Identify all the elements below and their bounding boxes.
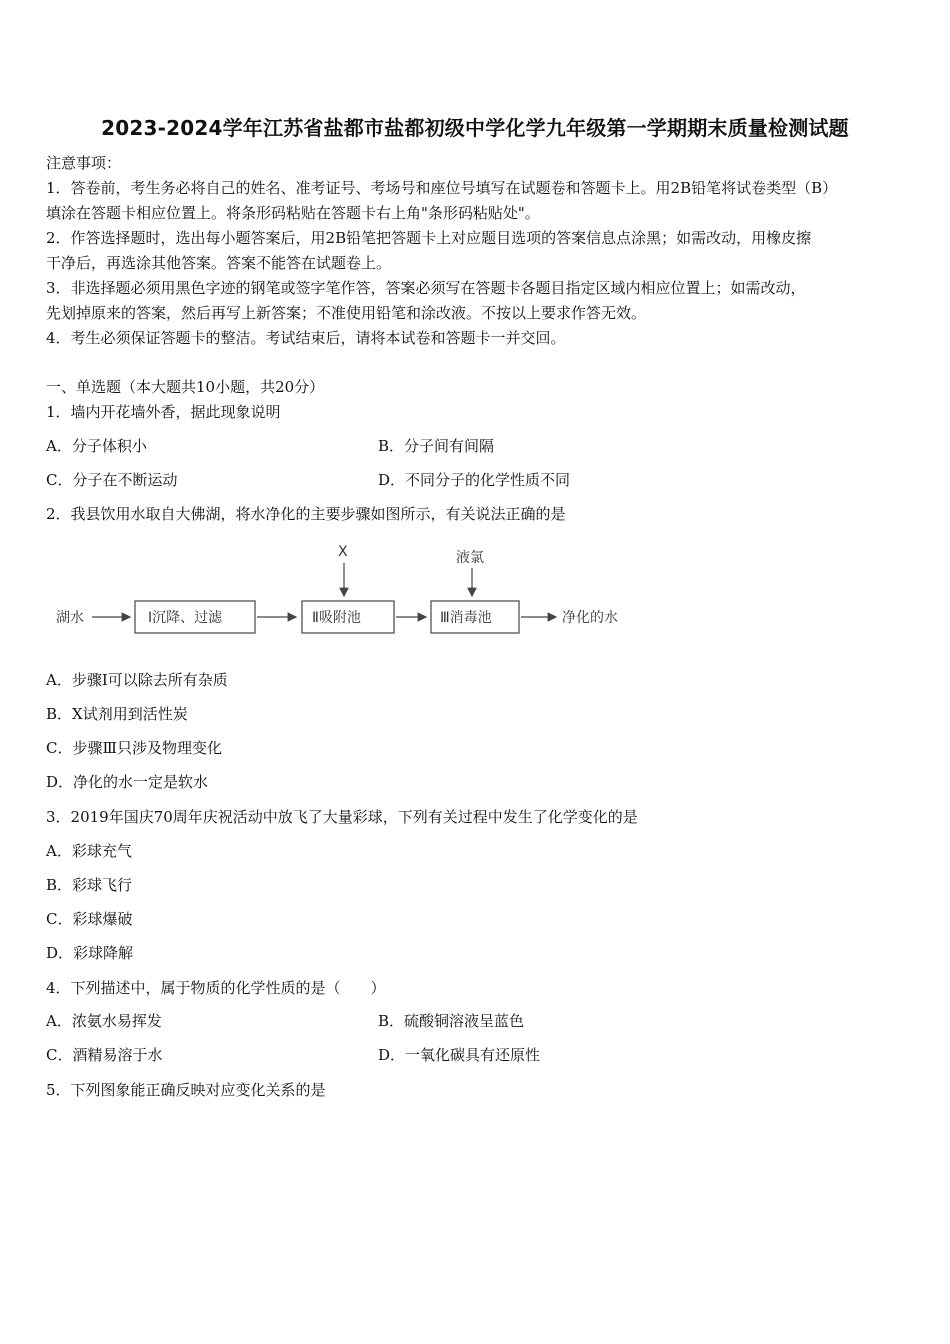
option-c: C．分子在不断运动 [46, 471, 178, 489]
notice-line: 填涂在答题卡相应位置上。将条形码粘贴在答题卡右上角"条形码粘贴处"。 [46, 204, 540, 222]
option-d: D．不同分子的化学性质不同 [378, 471, 571, 489]
step3-label: Ⅲ消毒池 [440, 610, 492, 626]
output-label: 净化的水 [562, 610, 618, 626]
notice-line: 1．答卷前，考生务必将自己的姓名、准考证号、考场号和座位号填写在试题卷和答题卡上。用2B铅笔将试卷类型（B） [46, 179, 838, 197]
option-b: B．硫酸铜溶液呈蓝色 [378, 1012, 525, 1030]
option-c: C．步骤Ⅲ只涉及物理变化 [46, 739, 222, 757]
add3-label: 液氯 [456, 550, 484, 566]
step2-label: Ⅱ吸附池 [312, 610, 361, 626]
notice-heading: 注意事项： [46, 154, 122, 172]
option-a: A．步骤Ⅰ可以除去所有杂质 [46, 671, 228, 689]
option-d: D．彩球降解 [46, 944, 134, 962]
option-a: A．分子体积小 [46, 437, 147, 455]
section-heading: 一、单选题（本大题共10小题，共20分） [46, 378, 325, 396]
option-b: B．彩球飞行 [46, 876, 133, 894]
option-a: A．彩球充气 [46, 842, 132, 860]
question-stem: 3．2019年国庆70周年庆祝活动中放飞了大量彩球，下列有关过程中发生了化学变化的是 [46, 808, 638, 826]
option-c: C．酒精易溶于水 [46, 1046, 163, 1064]
notice-line: 先划掉原来的答案，然后再写上新答案；不准使用铅笔和涂改液。不按以上要求作答无效。 [46, 304, 647, 322]
question-stem: 4．下列描述中，属于物质的化学性质的是（ ） [46, 979, 386, 997]
option-b: B．X试剂用到活性炭 [46, 705, 188, 723]
question-stem: 2．我县饮用水取自大佛湖，将水净化的主要步骤如图所示，有关说法正确的是 [46, 505, 566, 523]
notice-line: 4．考生必须保证答题卡的整洁。考试结束后，请将本试卷和答题卡一并交回。 [46, 329, 566, 347]
option-d: D．净化的水一定是软水 [46, 773, 209, 791]
water-purification-diagram [46, 536, 686, 648]
exam-title: 2023-2024学年江苏省盐都市盐都初级中学化学九年级第一学期期末质量检测试题 [101, 116, 849, 140]
add2-label: X [338, 544, 348, 560]
option-a: A．浓氨水易挥发 [46, 1012, 162, 1030]
flow-chart [46, 536, 686, 648]
option-c: C．彩球爆破 [46, 910, 133, 928]
option-b: B．分子间有间隔 [378, 437, 495, 455]
question-stem: 1．墙内开花墙外香，据此现象说明 [46, 403, 281, 421]
notice-line: 3．非选择题必须用黑色字迹的钢笔或签字笔作答，答案必须写在答题卡各题目指定区域内相应位置上；如需改动， [46, 279, 806, 297]
input-label: 湖水 [56, 610, 84, 626]
notice-line: 干净后，再选涂其他答案。答案不能答在试题卷上。 [46, 254, 392, 272]
notice-line: 2．作答选择题时，选出每小题答案后，用2B铅笔把答题卡上对应题目选项的答案信息点涂黑；如需改动，用橡皮擦 [46, 229, 812, 247]
question-stem: 5．下列图象能正确反映对应变化关系的是 [46, 1081, 326, 1099]
step1-label: Ⅰ沉降、过滤 [148, 610, 223, 626]
option-d: D．一氧化碳具有还原性 [378, 1046, 541, 1064]
